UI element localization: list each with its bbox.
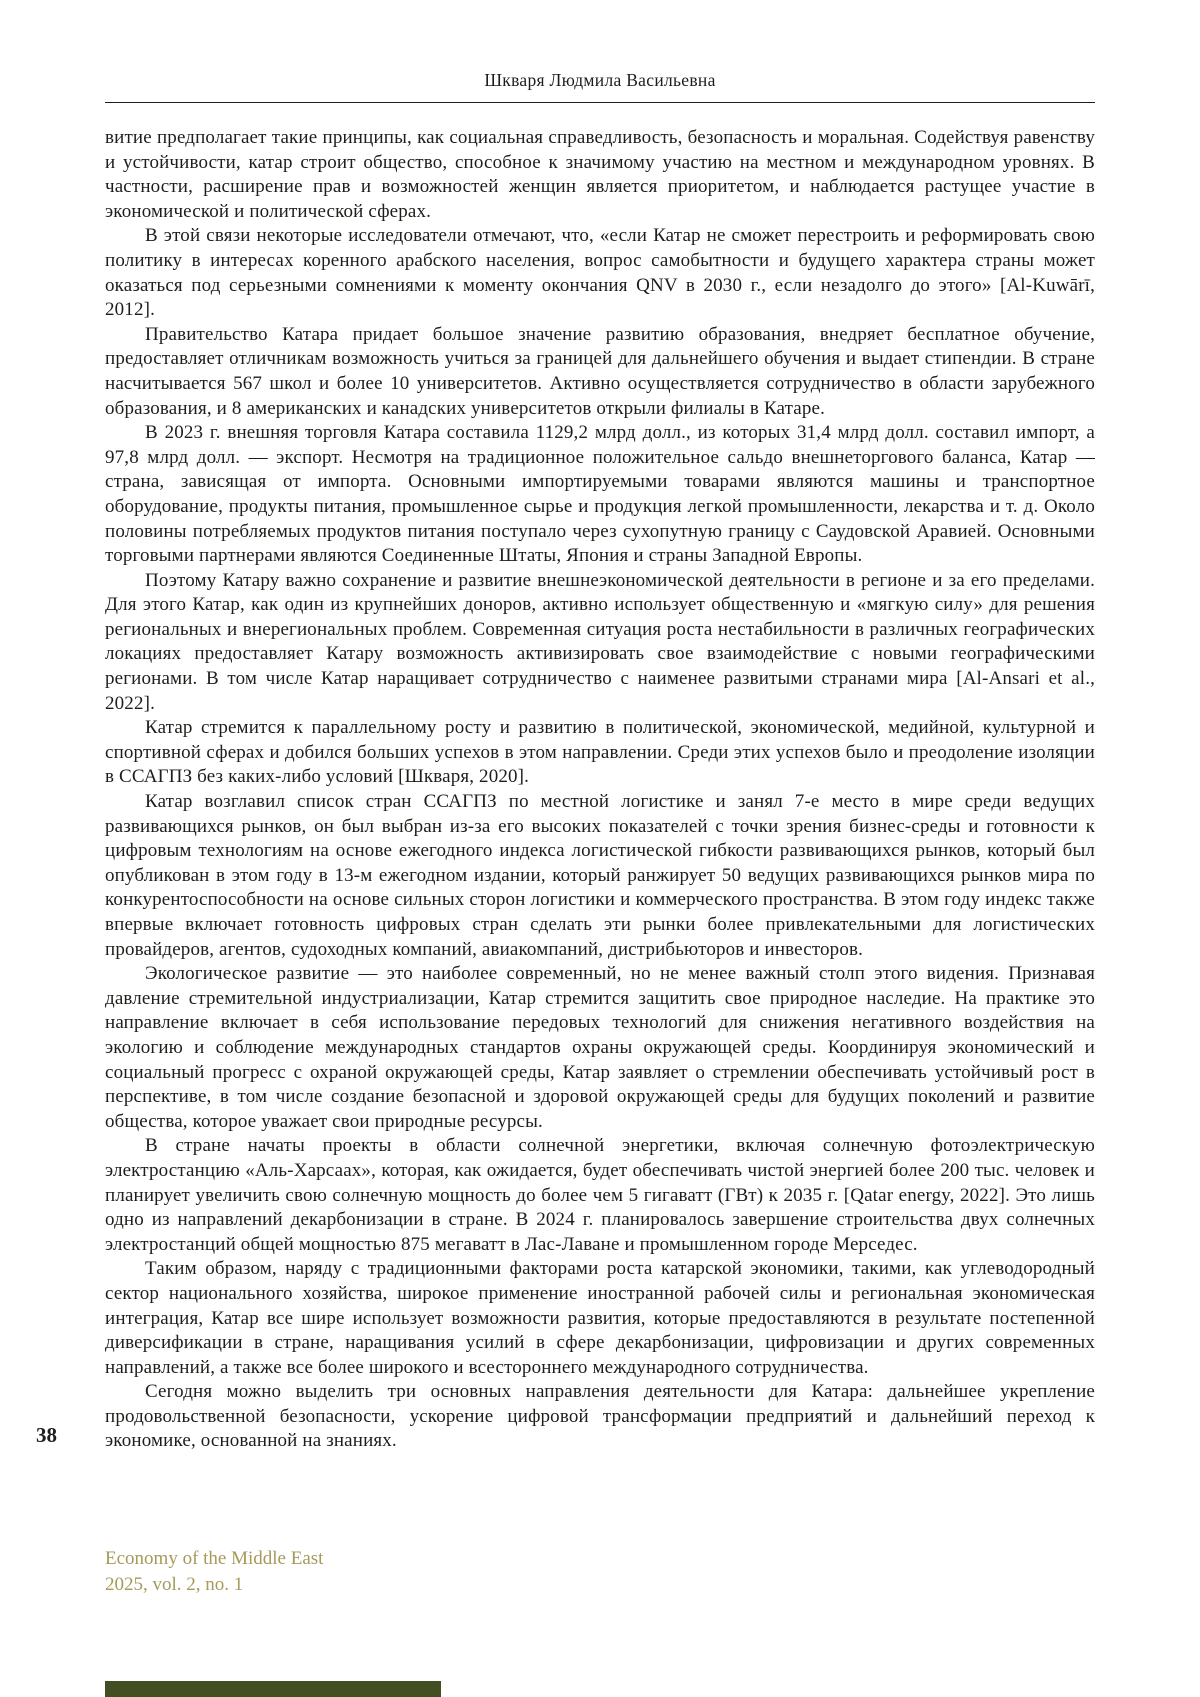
paragraph: В стране начаты проекты в области солнечной энергетики, включая солнечную фотоэлектрическую электростанцию «Аль-Харсаах», которая, как ожидается, будет обеспечивать чистой энергией более 200 тыс. человек и планирует увеличить свою солнечную мощность до более чем 5 гигаватт (ГВт) к 2035 г. [Qatar energy, 2022]. Это лишь одно из направлений декарбонизации в стране. В 2024 г. планировалось завершение строительства двух солнечных электростанций общей мощностью 875 мегаватт в Лас-Лаване и промышленном городе Мерседес. bbox=[105, 1135, 1095, 1255]
paragraph: Катар возглавил список стран ССАГПЗ по местной логистике и занял 7-е место в мире среди ведущих развивающихся рынков, он был выбран из-за его высоких показателей с точки зрения бизнес-среды и готовности к цифровым технологиям на основе ежегодного индекса логистической гибкости развивающихся рынков, который был опубликован в этом году в 13-м ежегодном издании, который ранжирует 50 ведущих развивающихся рынков мира по конкурентоспособности на основе сильных сторон логистики и коммерческого пространства. В этом году индекс также впервые включает готовность цифровых стран сделать эти рынки более привлекательными для логистических провайдеров, агентов, судоходных компаний, авиакомпаний, дистрибьюторов и инвесторов. bbox=[105, 791, 1095, 960]
header-rule bbox=[105, 102, 1095, 103]
running-head-author: Шкваря Людмила Васильевна bbox=[484, 70, 716, 90]
paragraph: Катар стремится к параллельному росту и развитию в политической, экономической, медийной, культурной и спортивной сферах и добился больших успехов в этом направлении. Среди этих успехов было и преодоление изоляции в ССАГПЗ без каких-либо условий [Шкваря, 2020]. bbox=[105, 717, 1095, 788]
journal-title: Economy of the Middle East bbox=[105, 1548, 324, 1569]
paragraph: витие предполагает такие принципы, как социальная справедливость, безопасность и моральная. Содействуя равенству и устойчивости, катар строит общество, способное к значимому участию на местном и международном уровнях. В частности, расширение прав и возможностей женщин является приоритетом, и наблюдается растущее участие в экономической и политической сферах. bbox=[105, 127, 1095, 222]
journal-issue: 2025, vol. 2, no. 1 bbox=[105, 1574, 244, 1595]
bottom-decoration-bar bbox=[105, 1681, 441, 1697]
paragraph: Правительство Катара придает большое значение развитию образования, внедряет бесплатное обучение, предоставляет отличникам возможность учиться за границей для дальнейшего обучения и выдает стипендии. В стране насчитывается 567 школ и более 10 университетов. Активно осуществляется сотрудничество в области зарубежного образования, и 8 американских и канадских университетов открыли филиалы в Катаре. bbox=[105, 323, 1095, 419]
page-number: 38 bbox=[36, 1423, 57, 1447]
body-paragraphs bbox=[105, 126, 1095, 1454]
paragraph: В 2023 г. внешняя торговля Катара составила 1129,2 млрд долл., из которых 31,4 млрд долл. составил импорт, а 97,8 млрд долл. — экспорт. Несмотря на традиционное положительное сальдо внешнеторгового баланса, Катар — страна, зависящая от импорта. Основными импортируемыми товарами являются машины и транспортное оборудование, продукты питания, промышленное сырье и продукция легкой промышленности, лекарства и т. д. Около половины потребляемых продуктов питания поступало через сухопутную границу с Саудовской Аравией. Основными торговыми партнерами являются Соединенные Штаты, Япония и страны Западной Европы. bbox=[105, 422, 1095, 567]
paragraph: В этой связи некоторые исследователи отмечают, что, «если Катар не сможет перестроить и реформировать свою политику в интересах коренного арабского населения, вопрос самобытности и будущего характера страны может оказаться под серьезными сомнениями к моменту окончания QNV в 2030 г., если незадолго до этого» [Al-Kuwārī, 2012]. bbox=[105, 225, 1095, 321]
journal-footer bbox=[105, 1546, 323, 1598]
paragraph: Поэтому Катару важно сохранение и развитие внешнеэкономической деятельности в регионе и за его пределами. Для этого Катар, как один из крупнейших доноров, активно использует общественную и «мягкую силу» для решения региональных и внерегиональных проблем. Современная ситуация роста нестабильности в различных географических локациях предоставляет Катару возможность активизировать свое взаимодействие с новыми географическими регионами. В том числе Катар наращивает сотрудничество с наименее развитыми странами мира [Al-Ansari et al., 2022]. bbox=[105, 569, 1095, 714]
paragraph: Экологическое развитие — это наиболее современный, но не менее важный столп этого видения. Признавая давление стремительной индустриализации, Катар стремится защитить свое природное наследие. На практике это направление включает в себя использование передовых технологий для снижения негативного воздействия на экологию и соблюдение международных стандартов охраны окружающей среды. Координируя экономический и социальный прогресс с охраной окружающей среды, Катар заявляет о стремлении обеспечивать устойчивый рост в перспективе, в том числе создание безопасной и здоровой окружающей среды для будущих поколений и развитие общества, которое уважает свои природные ресурсы. bbox=[105, 963, 1095, 1132]
paragraph: Сегодня можно выделить три основных направления деятельности для Катара: дальнейшее укрепление продовольственной безопасности, ускорение цифровой трансформации предприятий и дальнейший переход к экономике, основанной на знаниях. bbox=[105, 1381, 1095, 1452]
paragraph: Таким образом, наряду с традиционными факторами роста катарской экономики, такими, как углеводородный сектор национального хозяйства, широкое применение иностранной рабочей силы и региональная экономическая интеграция, Катар все шире использует возможности развития, которые предоставляются в результате постепенной диверсификации в стране, наращивания усилий в сфере декарбонизации, цифровизации и других современных направлений, а также все более широкого и всестороннего международного сотрудничества. bbox=[105, 1258, 1095, 1378]
